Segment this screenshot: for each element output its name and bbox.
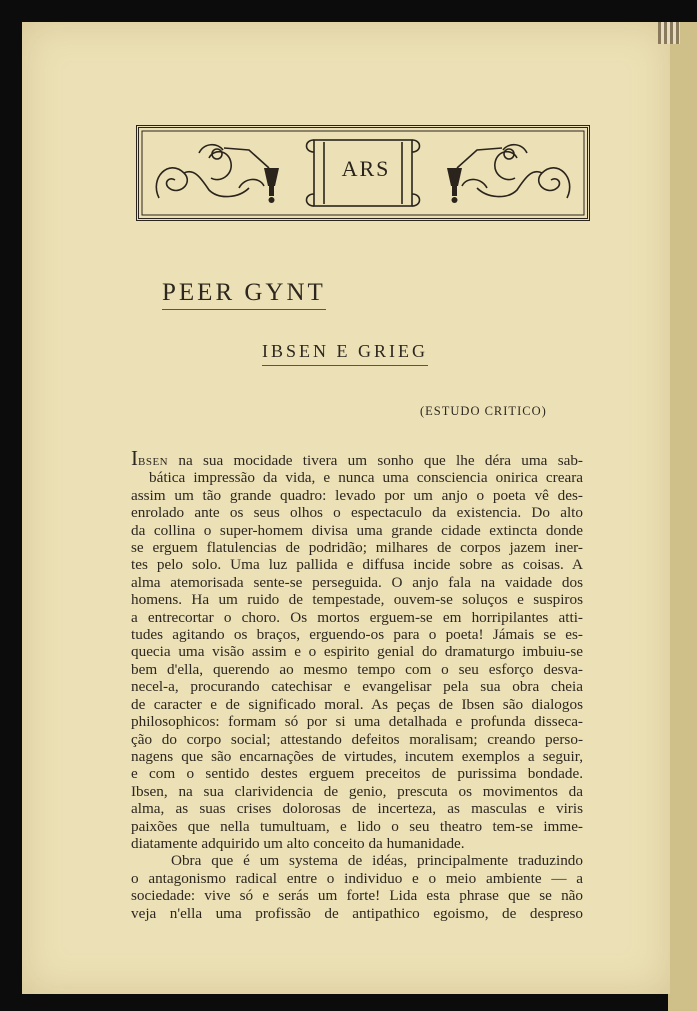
text-line: bem d'ella, querendo ao mesmo tempo com o seu esforço desva- <box>131 660 583 678</box>
text-line: diatamente adquirido um alto conceito da humanidade. <box>131 834 465 852</box>
text-line: de caracter e de significado moral. As peças de Ibsen são dialogos <box>131 695 583 713</box>
text-line: e com o sentido destes erguem preceitos de purissima bondade. <box>131 765 583 783</box>
text-line: assim um tão grande quadro: levado por um anjo o poeta vê des- <box>131 486 583 504</box>
text-line: philosophicos: formam só por si uma detalhada e profunda disseca- <box>131 713 583 731</box>
text-line: ção do corpo social; attestando defeitos moralisam; creando perso- <box>131 730 583 748</box>
article-subtitle: IBSEN E GRIEG <box>262 341 428 366</box>
bookmark-ribbon <box>658 22 680 44</box>
text-line: da collina o super-homem divisa uma grande cidade extincta donde <box>131 521 583 539</box>
adjacent-page-edge <box>668 22 697 1011</box>
text-line: homens. Ha um ruido de tempestade, ouvem-se soluços e suspiros <box>131 591 583 609</box>
text-line: necel-a, procurando catechisar e evangelisar pela sua obra cheia <box>131 678 583 696</box>
text-line: sociedade: vive só e serás um forte! Lida esta phrase que se não <box>131 887 583 905</box>
text-line: Ibsen, na sua clarividencia de genio, prescuta os movimentos da <box>131 782 583 800</box>
text-line: alma atemorisada sente-se perseguida. O anjo fala na vaidade dos <box>131 573 583 591</box>
text-line <box>131 446 583 470</box>
first-word-rest: bsen <box>138 452 169 469</box>
text-line: alma, as suas crises dolorosas de incerteza, as masculas e viris <box>131 800 583 818</box>
drop-cap: I <box>131 446 138 470</box>
text-line: tudes agitando os braços, erguendo-os para o poeta! Jámais se es- <box>131 626 583 644</box>
article-genre-label: (ESTUDO CRITICO) <box>420 404 547 418</box>
text-line: nagens que são encarnações de virtudes, incutem exemplos a seguir, <box>131 747 583 765</box>
ornament-ars-label: ARS <box>341 156 391 181</box>
text-line: tes pelo solo. Uma luz pallida e diffusa incide sobre as coisas. A <box>131 556 583 574</box>
page-sheet <box>22 22 670 994</box>
text-line: o antagonismo radical entre o individuo e o meio ambiente — a <box>131 869 583 887</box>
header-ornament <box>136 125 590 221</box>
text-line: se erguem flatulencias de podridão; milhares de corpos jazem iner- <box>131 539 583 557</box>
article-title: PEER GYNT <box>162 279 326 310</box>
article-body <box>131 446 583 922</box>
text-line: paixões que nella tumultuam, e lido o seu theatro tem-se imme- <box>131 817 583 835</box>
text-line: bática impressão da vida, e nunca uma consciencia onirica creara <box>149 469 583 487</box>
text-line: quecia uma visão assim e o espirito genial do dramaturgo imbuiu-se <box>131 643 583 661</box>
line-text: na sua mocidade tivera um sonho que lhe déra uma sab- <box>168 452 583 469</box>
text-line: Obra que é um systema de idéas, principalmente traduzindo <box>171 852 583 870</box>
text-line: enrolado ante os seus olhos o espectaculo da existencia. Do alto <box>131 504 583 522</box>
text-line: a entrecortar o choro. Os mortos erguem-se em horripilantes atti- <box>131 608 583 626</box>
text-line: veja n'ella uma profissão de antipathico egoismo, de despreso <box>131 904 583 922</box>
